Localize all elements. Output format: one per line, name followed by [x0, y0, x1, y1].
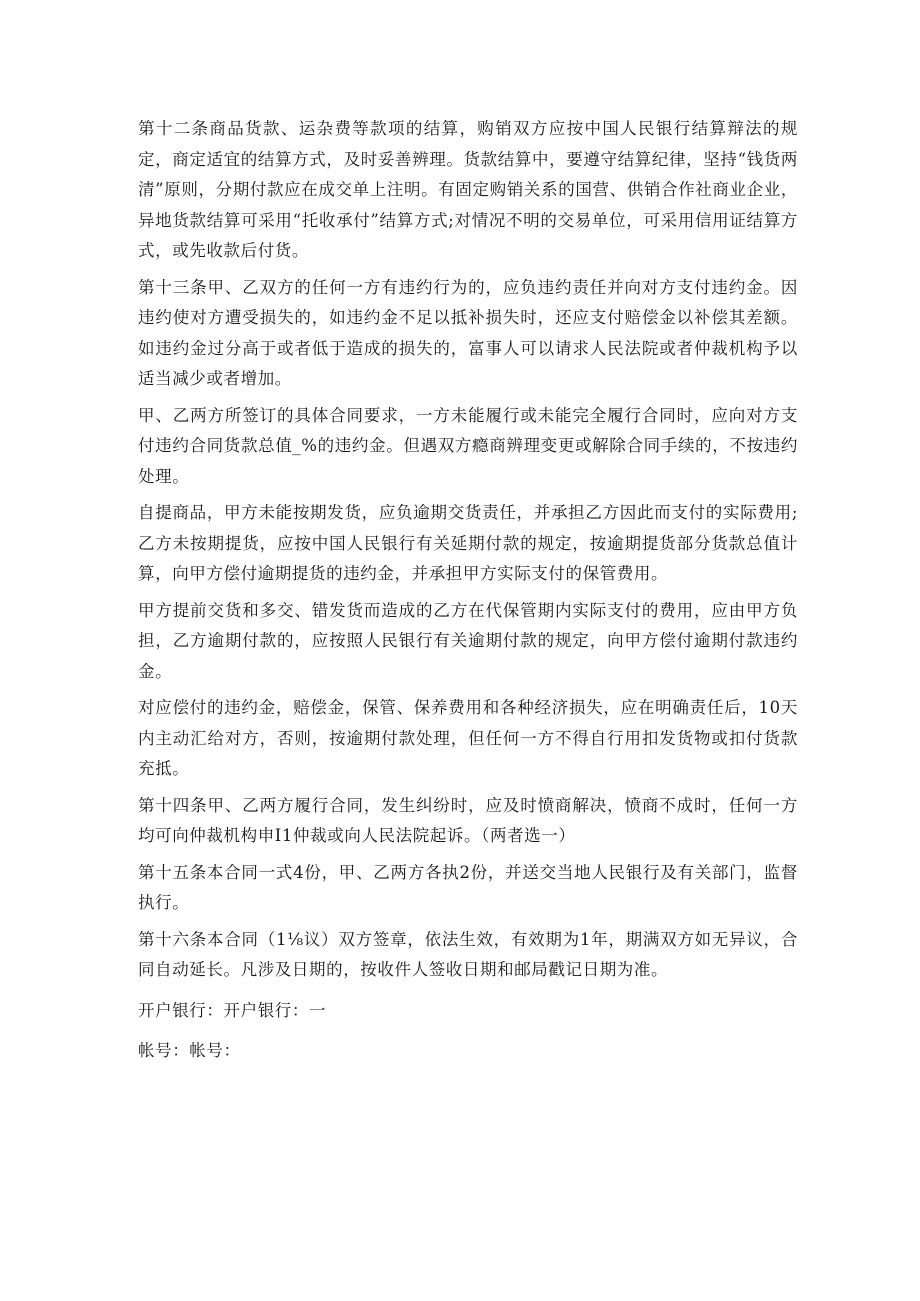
clause-13-self-pickup: 自提商品，甲方未能按期发货，应负逾期交货责任，并承担乙方因此而支付的实际费用;乙方未按期提货，应按中国人民银行有关延期付款的规定，按逾期提货部分货款总值计算，向甲方偿付逾期提货的违约金，并承担甲方实际支付的保管费用。: [138, 503, 798, 583]
clause-16-validity: 第十六条本合同（1⅛议）双方签章，依法生效，有效期为1年，期满双方如无异议，合同自动延长。凡涉及日期的，按收件人签收日期和邮局戳记日期为准。: [138, 929, 798, 979]
account-number-line: 帐号：帐号：: [138, 1041, 241, 1060]
clause-13-payment-terms: 对应偿付的违约金，赔偿金，保管、保养费用和各种经济损失，应在明确责任后，10天内主动汇给对方，否则，按逾期付款处理，但任何一方不得自行用扣发货物或扣付货款充抵。: [138, 698, 798, 778]
clause-15-copies: 第十五条本合同一式4份，甲、乙两方各执2份，并送交当地人民银行及有关部门，监督执行。: [138, 862, 798, 912]
clause-14-disputes: 第十四条甲、乙两方履行合同，发生纠纷时，应及时愤商解决，愤商不成时，任何一方均可向仲裁机构申I1仲裁或向人民法院起诉。（两者选一）: [138, 795, 798, 845]
bank-account-line: 开户银行：开户银行：一: [138, 1000, 327, 1020]
clause-12-settlement: 第十二条商品货款、运杂费等款项的结算，购销双方应按中国人民银行结算辩法的规定，商定适宜的结算方式，及时妥善辨理。货款结算中，要遵守结算纪律，坚持“钱货两清”原则，分期付款应在成交单上注明。有固定购销关系的国营、供销合作社商业企业，异地货款结算可采用“托收承付”结算方式;对情况不明的交易单位，可采用信用证结算方式，或先收款后付货。: [138, 119, 798, 260]
clause-13-breach: 第十三条甲、乙双方的任何一方有违约行为的，应负违约责任并向对方支付违约金。因违约使对方遭受损失的，如违约金不足以抵补损失时，还应支付赔偿金以补偿其差额。如违约金过分高于或者低于造成的损失的，富事人可以请求人民法院或者仲裁机构予以适当减少或者增加。: [138, 277, 798, 388]
clause-13-penalty-rate: 甲、乙两方所签订的具体合同要求，一方未能履行或未能完全履行合同时，应向对方支付违约合同货款总值_%的违约金。但遇双方瘾商辨理变更或解除合同手续的，不按违约处理。: [138, 405, 798, 486]
clause-13-early-delivery: 甲方提前交货和多交、错发货而造成的乙方在代保管期内实际支付的费用，应由甲方负担，乙方逾期付款的，应按照人民银行有关逾期付款的规定，向甲方偿付逾期付款违约金。: [138, 600, 798, 681]
document-body: [138, 114, 798, 1073]
